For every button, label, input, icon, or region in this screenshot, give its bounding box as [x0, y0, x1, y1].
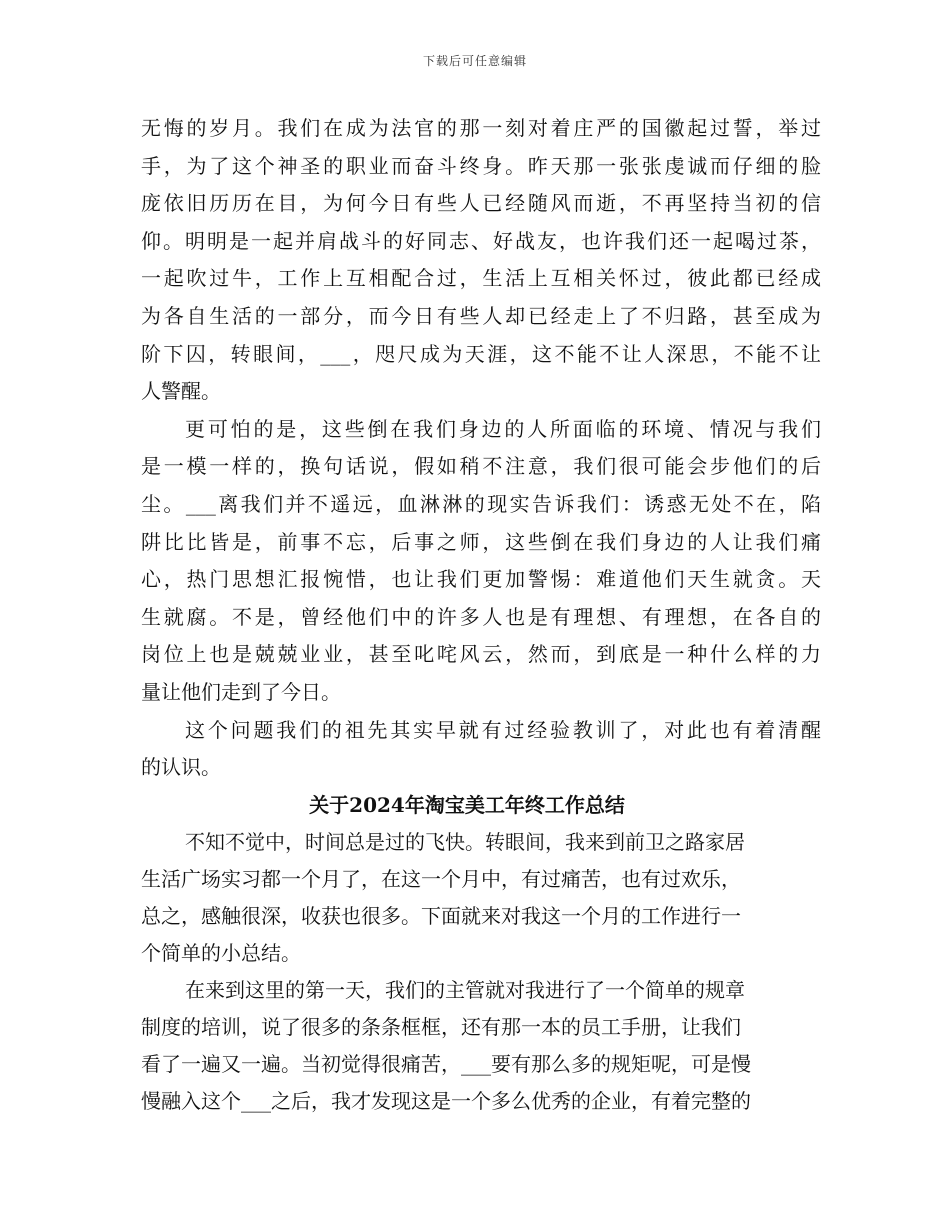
- text-line: 是一模一样的，换句话说，假如稍不注意，我们很可能会步他们的后: [141, 454, 821, 479]
- text-line: 生就腐。不是，曾经他们中的许多人也是有理想、有理想，在各自的: [141, 604, 821, 629]
- text-line: 个简单的小总结。: [141, 941, 301, 966]
- text-line: 岗位上也是兢兢业业，甚至叱咤风云，然而，到底是一种什么样的力: [141, 642, 821, 667]
- text-line: 看了一遍又一遍。当初觉得很痛苦，___要有那么多的规矩呢，可是慢: [141, 1052, 751, 1077]
- text-line: 不知不觉中，时间总是过的飞快。转眼间，我来到前卫之路家居: [185, 830, 745, 855]
- text-line: 人警醒。: [141, 379, 221, 404]
- text-line: 这个问题我们的祖先其实早就有过经验教训了，对此也有着清醒: [185, 717, 821, 742]
- text-line: 为各自生活的一部分，而今日有些人却已经走上了不归路，甚至成为: [141, 303, 821, 328]
- text-line: 的认识。: [141, 755, 221, 780]
- text-line: 生活广场实习都一个月了，在这一个月中，有过痛苦，也有过欢乐，: [141, 867, 741, 892]
- text-line: 心，热门思想汇报惋惜，也让我们更加警惕：难道他们天生就贪。天: [141, 567, 821, 592]
- text-line: 无悔的岁月。我们在成为法官的那一刻对着庄严的国徽起过誓，举过: [141, 116, 821, 140]
- section-title: 关于2024年淘宝美工年终工作总结: [309, 792, 625, 817]
- page-header: 下载后可任意编辑: [422, 54, 527, 68]
- text-line: 量让他们走到了今日。: [141, 679, 341, 704]
- section-summary: [141, 824, 821, 1120]
- text-line: 阶下囚，转眼间，___，咫尺成为天涯，这不能不让人深思，不能不让: [141, 341, 821, 366]
- text-line: 庞依旧历历在目，为何今日有些人已经随风而逝，不再坚持当初的信: [141, 191, 821, 216]
- text-line: 更可怕的是，这些倒在我们身边的人所面临的环境、情况与我们: [185, 416, 821, 441]
- text-line: 阱比比皆是，前事不忘，后事之师，这些倒在我们身边的人让我们痛: [141, 529, 821, 554]
- text-line: 手，为了这个神圣的职业而奋斗终身。昨天那一张张虔诚而仔细的脸: [141, 153, 821, 178]
- document-body: [141, 110, 821, 1120]
- text-line: 在来到这里的第一天，我们的主管就对我进行了一个简单的规章: [185, 978, 745, 1003]
- text-line: 慢融入这个___之后，我才发现这是一个多么优秀的企业，有着完整的: [141, 1089, 751, 1114]
- text-line: 仰。明明是一起并肩战斗的好同志、好战友，也许我们还一起喝过茶，: [141, 228, 821, 253]
- text-line: 制度的培训，说了很多的条条框框，还有那一本的员工手册，让我们: [141, 1015, 741, 1040]
- section-closing-paragraphs: [141, 110, 821, 787]
- text-line: 总之，感触很深，收获也很多。下面就来对我这一个月的工作进行一: [141, 904, 741, 929]
- text-line: 一起吹过牛，工作上互相配合过，生活上互相关怀过，彼此都已经成: [141, 266, 821, 291]
- text-line: 尘。___离我们并不遥远，血淋淋的现实告诉我们：诱惑无处不在，陷: [141, 491, 821, 516]
